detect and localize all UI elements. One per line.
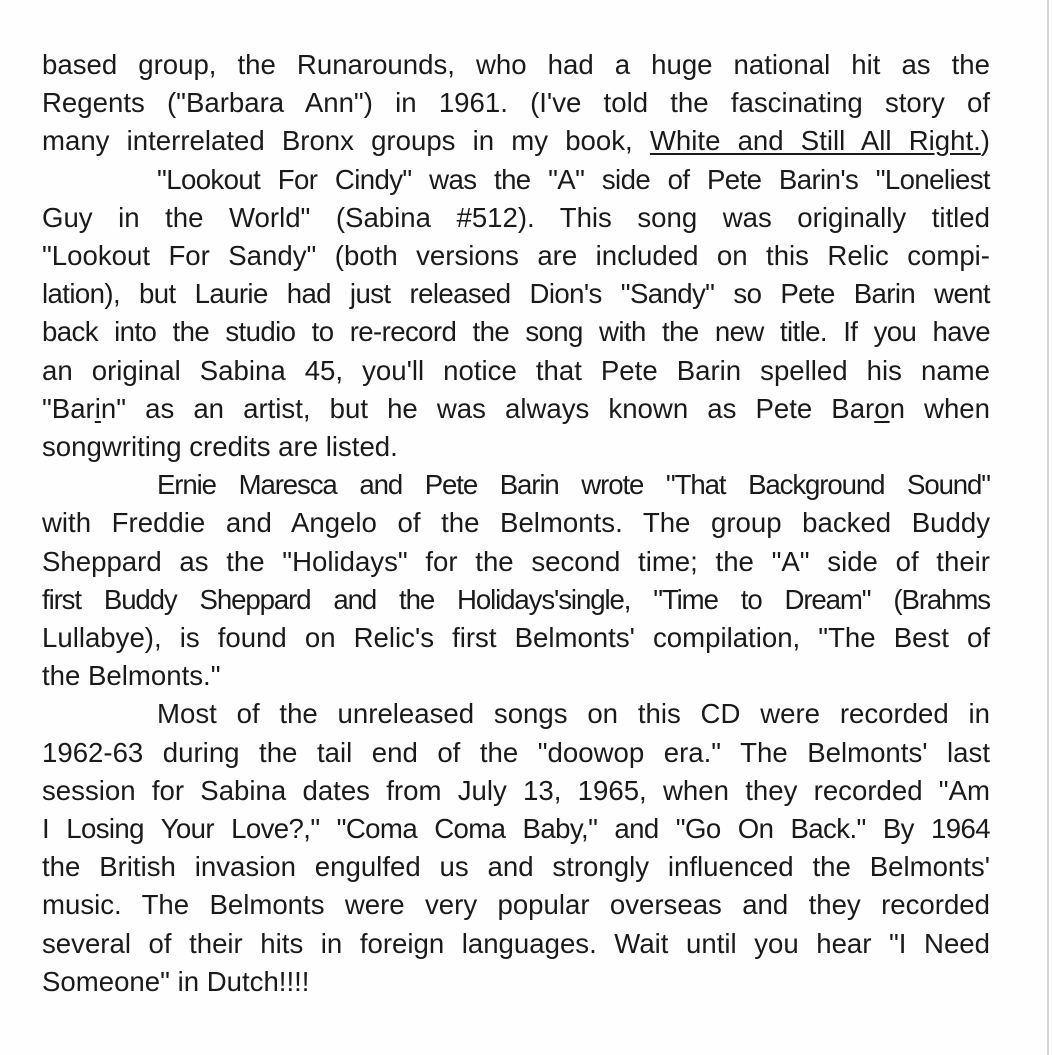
text-line: Guy in the World" (Sabina #512). This song was originally titled [42, 201, 990, 233]
text-line: "Lookout For Sandy" (both versions are included on this Relic compi- [42, 240, 990, 272]
text-line: the British invasion engulfed us and strongly influenced the Belmonts' [42, 851, 990, 883]
text-line: 1962-63 during the tail end of the "doowop era." The Belmonts' last [42, 736, 990, 768]
text-line: an original Sabina 45, you'll notice that Pete Barin spelled his name [42, 354, 990, 386]
text-line: Regents ("Barbara Ann") in 1961. (I've told the fascinating story of [42, 87, 990, 119]
text-fragment: n" as an artist, but he was always known as Pete Bar [100, 392, 875, 424]
text-line: Ernie Maresca and Pete Barin wrote "That Background Sound" [157, 469, 990, 501]
underlined-letter: i [94, 392, 101, 424]
text-line: Sheppard as the "Holidays" for the second time; the "A" side of their [42, 545, 990, 577]
paragraph-background [42, 466, 990, 695]
text-line: several of their hits in foreign languages. Wait until you hear "I Need [42, 927, 990, 959]
text-line: back into the studio to re-record the song with the new title. If you have [42, 316, 990, 348]
text-line: lation), but Laurie had just released Dion's "Sandy" so Pete Barin went [42, 278, 990, 310]
underlined-letter: o [874, 392, 890, 424]
text-line: songwriting credits are listed. [42, 431, 398, 463]
text-line: Most of the unreleased songs on this CD were recorded in [157, 698, 990, 730]
text-line: Lullabye), is found on Relic's first Belmonts' compilation, "The Best of [42, 622, 990, 654]
text-line: I Losing Your Love?," "Coma Coma Baby," and "Go On Back." By 1964 [42, 813, 990, 845]
text-fragment: many interrelated Bronx groups in my book, [42, 125, 633, 157]
paragraph-lookout [42, 161, 990, 467]
text-fragment: "Bar [42, 392, 95, 424]
text-fragment: n when [889, 392, 990, 424]
book-title: White and Still All Right. [649, 125, 981, 157]
page-edge [1047, 0, 1049, 1055]
paragraph-unreleased [42, 695, 990, 1001]
text-line [42, 122, 990, 160]
text-line: session for Sabina dates from July 13, 1965, when they recorded "Am [42, 774, 990, 806]
text-line: "Lookout For Cindy" was the "A" side of Pete Barin's "Loneliest [157, 163, 990, 195]
text-fragment: ) [980, 125, 990, 157]
liner-notes-text [42, 46, 990, 1001]
text-line: the Belmonts." [42, 660, 221, 692]
text-line: music. The Belmonts were very popular overseas and they recorded [42, 889, 990, 921]
text-line: Someone" in Dutch!!!! [42, 965, 310, 997]
paragraph-intro [42, 46, 990, 161]
text-line: based group, the Runarounds, who had a huge national hit as the [42, 49, 990, 80]
text-line: first Buddy Sheppard and the Holidays'single, "Time to Dream" (Brahms [42, 583, 990, 615]
text-line: with Freddie and Angelo of the Belmonts. The group backed Buddy [42, 507, 990, 539]
text-line [42, 390, 990, 428]
